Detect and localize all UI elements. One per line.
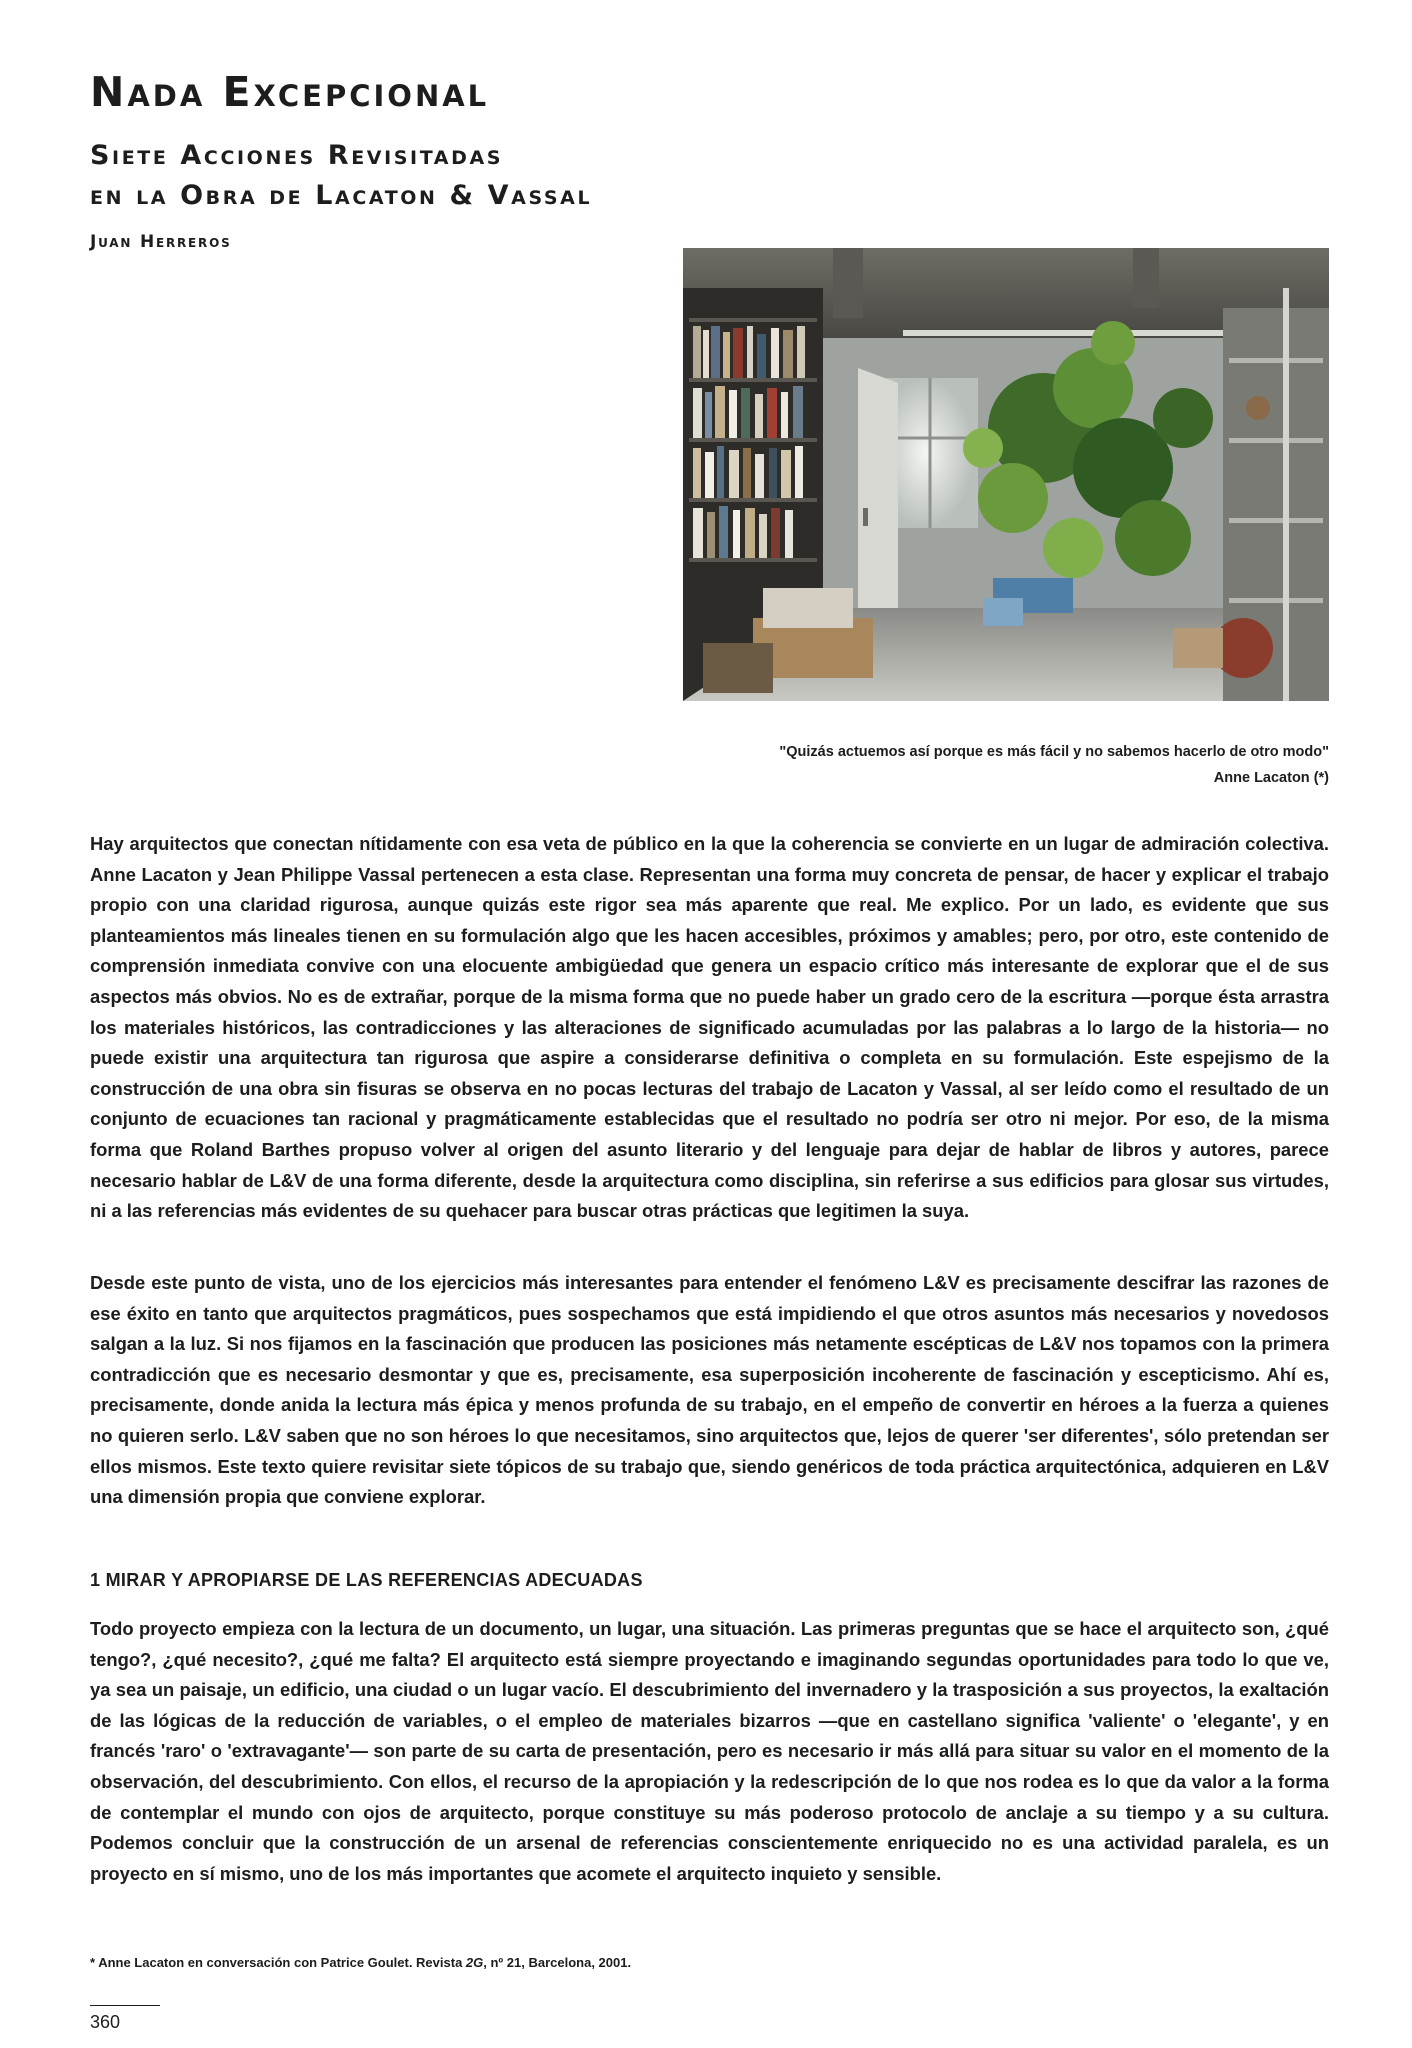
footnote-text-end: , nº 21, Barcelona, 2001.: [483, 1955, 632, 1970]
footnote: [90, 1955, 631, 1970]
footer-rule: [90, 2005, 160, 2006]
subtitle-line-1: Siete Acciones Revisitadas: [90, 140, 504, 171]
body-paragraph-3: Todo proyecto empieza con la lectura de un documento, un lugar, una situación. Las primeras preguntas que se hace el arquitecto son, ¿qué tengo?, ¿qué necesito?, ¿qué me falta? El arquitecto está siempre proyectando e imaginando segundas oportunidades para todo lo que ve, ya sea un paisaje, un edificio, una ciudad o un lugar vacío. El descubrimiento del invernadero y la trasposición a sus proyectos, la exaltación de las lógicas de la reducción de variables, o el empleo de materiales bizarros —que en castellano significa 'valiente' o 'elegante', y en francés 'raro' o 'extravagante'— son parte de su carta de presentación, pero es necesario ir más allá para situar su valor en el momento de la observación, del descubrimiento. Con ellos, el recurso de la apropiación y la redescripción de lo que nos rodea es lo que da valor a la forma de contemplar el mundo con ojos de arquitecto, porque constituye su más poderoso protocolo de anclaje a su tiempo y a su cultura. Podemos concluir que la construcción de un arsenal de referencias conscientemente enriquecido no es una actividad paralela, es un proyecto en sí mismo, uno de los más importantes que acomete el arquitecto inquieto y sensible.: [90, 1618, 1329, 1884]
subtitle-line-2: en la Obra de Lacaton & Vassal: [90, 180, 593, 211]
footnote-text-start: * Anne Lacaton en conversación con Patrice Goulet. Revista: [90, 1955, 466, 1970]
page-number: 360: [90, 2012, 121, 2032]
section-heading-1: 1 MIRAR Y APROPIARSE DE LAS REFERENCIAS ADECUADAS: [90, 1570, 643, 1590]
article-title: Nada Excepcional: [90, 68, 490, 116]
footnote-journal-title: 2G: [465, 1955, 484, 1970]
epigraph-quote: "Quizás actuemos así porque es más fácil y no sabemos hacerlo de otro modo": [779, 744, 1329, 760]
author-name: Juan Herreros: [90, 232, 232, 252]
body-paragraph-2: Desde este punto de vista, uno de los ejercicios más interesantes para entender el fenómeno L&V es precisamente descifrar las razones de ese éxito en tanto que arquitectos pragmáticos, pues sospechamos que está impidiendo el que otros asuntos más necesarios y novedosos salgan a la luz. Si nos fijamos en la fascinación que producen las posiciones más netamente escépticas de L&V nos topamos con la primera contradicción que es necesario desmontar y que es, precisamente, esa superposición incoherente de fascinación y escepticismo. Ahí es, precisamente, donde anida la lectura más épica y menos profunda de su trabajo, en el empeño de convertir en héroes a la fuerza a quienes no quieren serlo. L&V saben que no son héroes lo que necesitamos, sino arquitectos que, lejos de querer 'ser diferentes', sólo pretendan ser ellos mismos. Este texto quiere revisitar siete tópicos de su trabajo que, siendo genéricos de toda práctica arquitectónica, adquieren en L&V una dimensión propia que conviene explorar.: [90, 1272, 1329, 1508]
interior-photo: [683, 248, 1329, 701]
epigraph-attribution: Anne Lacaton (*): [1213, 770, 1329, 786]
body-paragraph-1: Hay arquitectos que conectan nítidamente con esa veta de público en la que la coherencia se convierte en un lugar de admiración colectiva. Anne Lacaton y Jean Philippe Vassal pertenecen a esta clase. Representan una forma muy concreta de pensar, de hacer y explicar el trabajo propio con una claridad rigurosa, aunque quizás este rigor sea más aparente que real. Me explico. Por un lado, es evidente que sus planteamientos más lineales tienen en su formulación algo que les hacen accesibles, próximos y amables; pero, por otro, este contenido de comprensión inmediata convive con una elocuente ambigüedad que genera un espacio crítico más interesante de explorar que el de sus aspectos más obvios. No es de extrañar, porque de la misma forma que no puede haber un grado cero de la escritura —porque ésta arrastra los materiales históricos, las contradicciones y las alteraciones de significado acumuladas por las palabras a lo largo de la historia— no puede existir una arquitectura tan rigurosa que aspire a considerarse definitiva o completa en su formulación. Este espejismo de la construcción de una obra sin fisuras se observa en no pocas lecturas del trabajo de Lacaton y Vassal, al ser leído como el resultado de un conjunto de ecuaciones tan racional y pragmáticamente establecidas que el resultado no podría ser otro ni mejor. Por eso, de la misma forma que Roland Barthes propuso volver al origen del asunto literario y del lenguaje para dejar de hablar de libros y autores, parece necesario hablar de L&V de una forma diferente, desde la arquitectura como disciplina, sin referirse a sus edificios para glosar sus virtudes, ni a las referencias más evidentes de su quehacer para buscar otras prácticas que legitimen la suya.: [90, 833, 1329, 1222]
article-subtitle: [90, 136, 990, 216]
epigraph: [620, 739, 1329, 791]
